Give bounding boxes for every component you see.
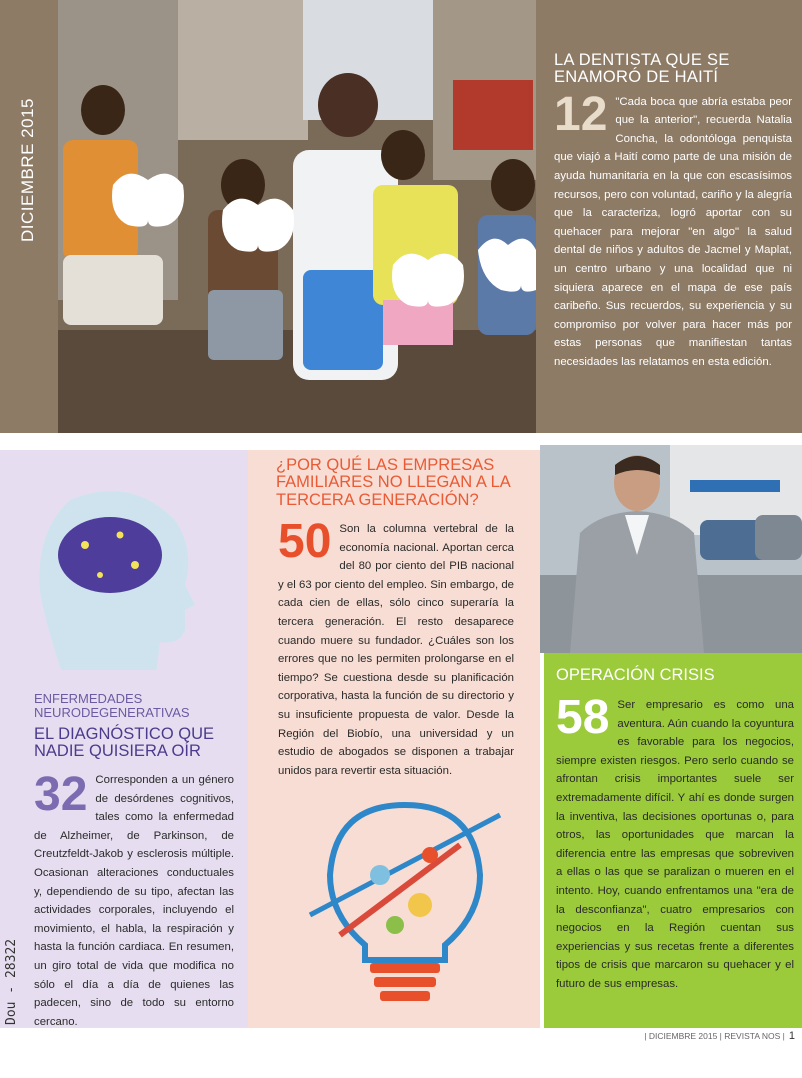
dentist-photo	[58, 0, 536, 433]
page-number-58: 58	[556, 691, 610, 744]
family-business-body: Son la columna vertebral de la economía nacional. Aportan cerca del 80 por ciento del PIB nacional y el 63 por ciento del empleo. Sin embargo, de cada cien de ellas, sólo cinco superaría la tercera generación. El resto desaparece cuando muere su fundador. ¿Cuáles son los errores que no les permiten prolongarse en el tiempo? Se cuestiona desde su planificación corporativa, hasta la función de su directorio y su insuficiente propuesta de valor. Desde la Región del Biobío, una universidad y un estudio de abogados se disponen a trabajar unidos para revertir esta situación.	[278, 523, 514, 777]
neuro-kicker: ENFERMEDADES NEURODEGENERATIVAS	[34, 691, 190, 720]
page-number-50: 50	[278, 515, 332, 568]
family-business-title: ¿POR QUÉ LAS EMPRESAS FAMILIARES NO LLEGAN A LA TERCERA GENERACIÓN?	[276, 456, 510, 509]
businessman-photo	[540, 445, 802, 653]
neuro-story	[34, 768, 234, 1031]
family-business-story	[278, 515, 514, 780]
page-number-32: 32	[34, 768, 88, 821]
crisis-story	[556, 691, 794, 994]
handwritten-note: Dou - 28322	[4, 938, 19, 1025]
dentist-story	[540, 0, 802, 433]
dentist-story-title: LA DENTISTA QUE SE ENAMORÓ DE HAITÍ	[554, 51, 730, 87]
issue-date-label: DICIEMBRE 2015	[18, 98, 37, 242]
crisis-title: OPERACIÓN CRISIS	[556, 666, 715, 684]
lightbulb-illustration	[300, 795, 510, 1015]
crisis-story-body: Ser empresario es como una aventura. Aún cuando la coyuntura es favorable para los negocios, siempre existen riesgos. Pero serlo cuando se afrontan crisis importantes suele ser extremadamente difícil. Y ahí es donde surgen la inventiva, las decisiones oportunas o, para otros, las oportunidades que marcan la diferencia entre las empresas que sobreviven a ellas o las que se paralizan o mueren en el intento. Hoy, cuando enfrentamos una "era de la desconfianza", cuatro empresarios con negocios en la Región cuentan sus experiencias y sus recetas frente a diferentes tipos de crisis que marcaron su quehacer y el futuro de sus empresas.	[556, 699, 794, 990]
page-footer	[600, 1030, 795, 1044]
page-number-12: 12	[554, 87, 608, 141]
dentist-story-body: "Cada boca que abría estaba peor que la anterior", recuerda Natalia Concha, la odontóloga penquista que viajó a Haití como parte de una misión de ayuda humanitaria en la que con escasísimos recursos, pero con voluntad, cariño y la alegría que la caracteriza, logró aportar con su quehacer para mejorar "en algo" la salud dental de niños y adultos de Jacmel y Maplat, un centro urbano y una localidad que ni siquiera aparece en el mapa de ese país caribeño. Sus recuerdos, su experiencia y su compromiso por volver para hacer más por estas personas que manifiestan tantas necesidades las relatamos en esta edición.	[554, 95, 792, 368]
neuro-story-body: Corresponden a un género de desórdenes cognitivos, tales como la enfermedad de Alzheimer, de Parkinson, de Creutzfeldt-Jakob y esclerosis múltiple. Ocasionan alteraciones conductuales y, dependiendo de su tipo, afectan las actividades corporales, incluyendo el movimiento, el habla, la respiración y hasta la función cardiaca. En resumen, un giro total de vida que modifica no sólo el día a día de quienes las padecen, sino de todo su entorno cercano.	[34, 774, 234, 1028]
footer-page-number: 1	[788, 1030, 795, 1042]
neuro-title: EL DIAGNÓSTICO QUE NADIE QUISIERA OÍR	[34, 725, 215, 761]
brain-head-illustration	[30, 480, 200, 670]
footer-issue: | DICIEMBRE 2015 | REVISTA NOS |	[644, 1031, 785, 1041]
